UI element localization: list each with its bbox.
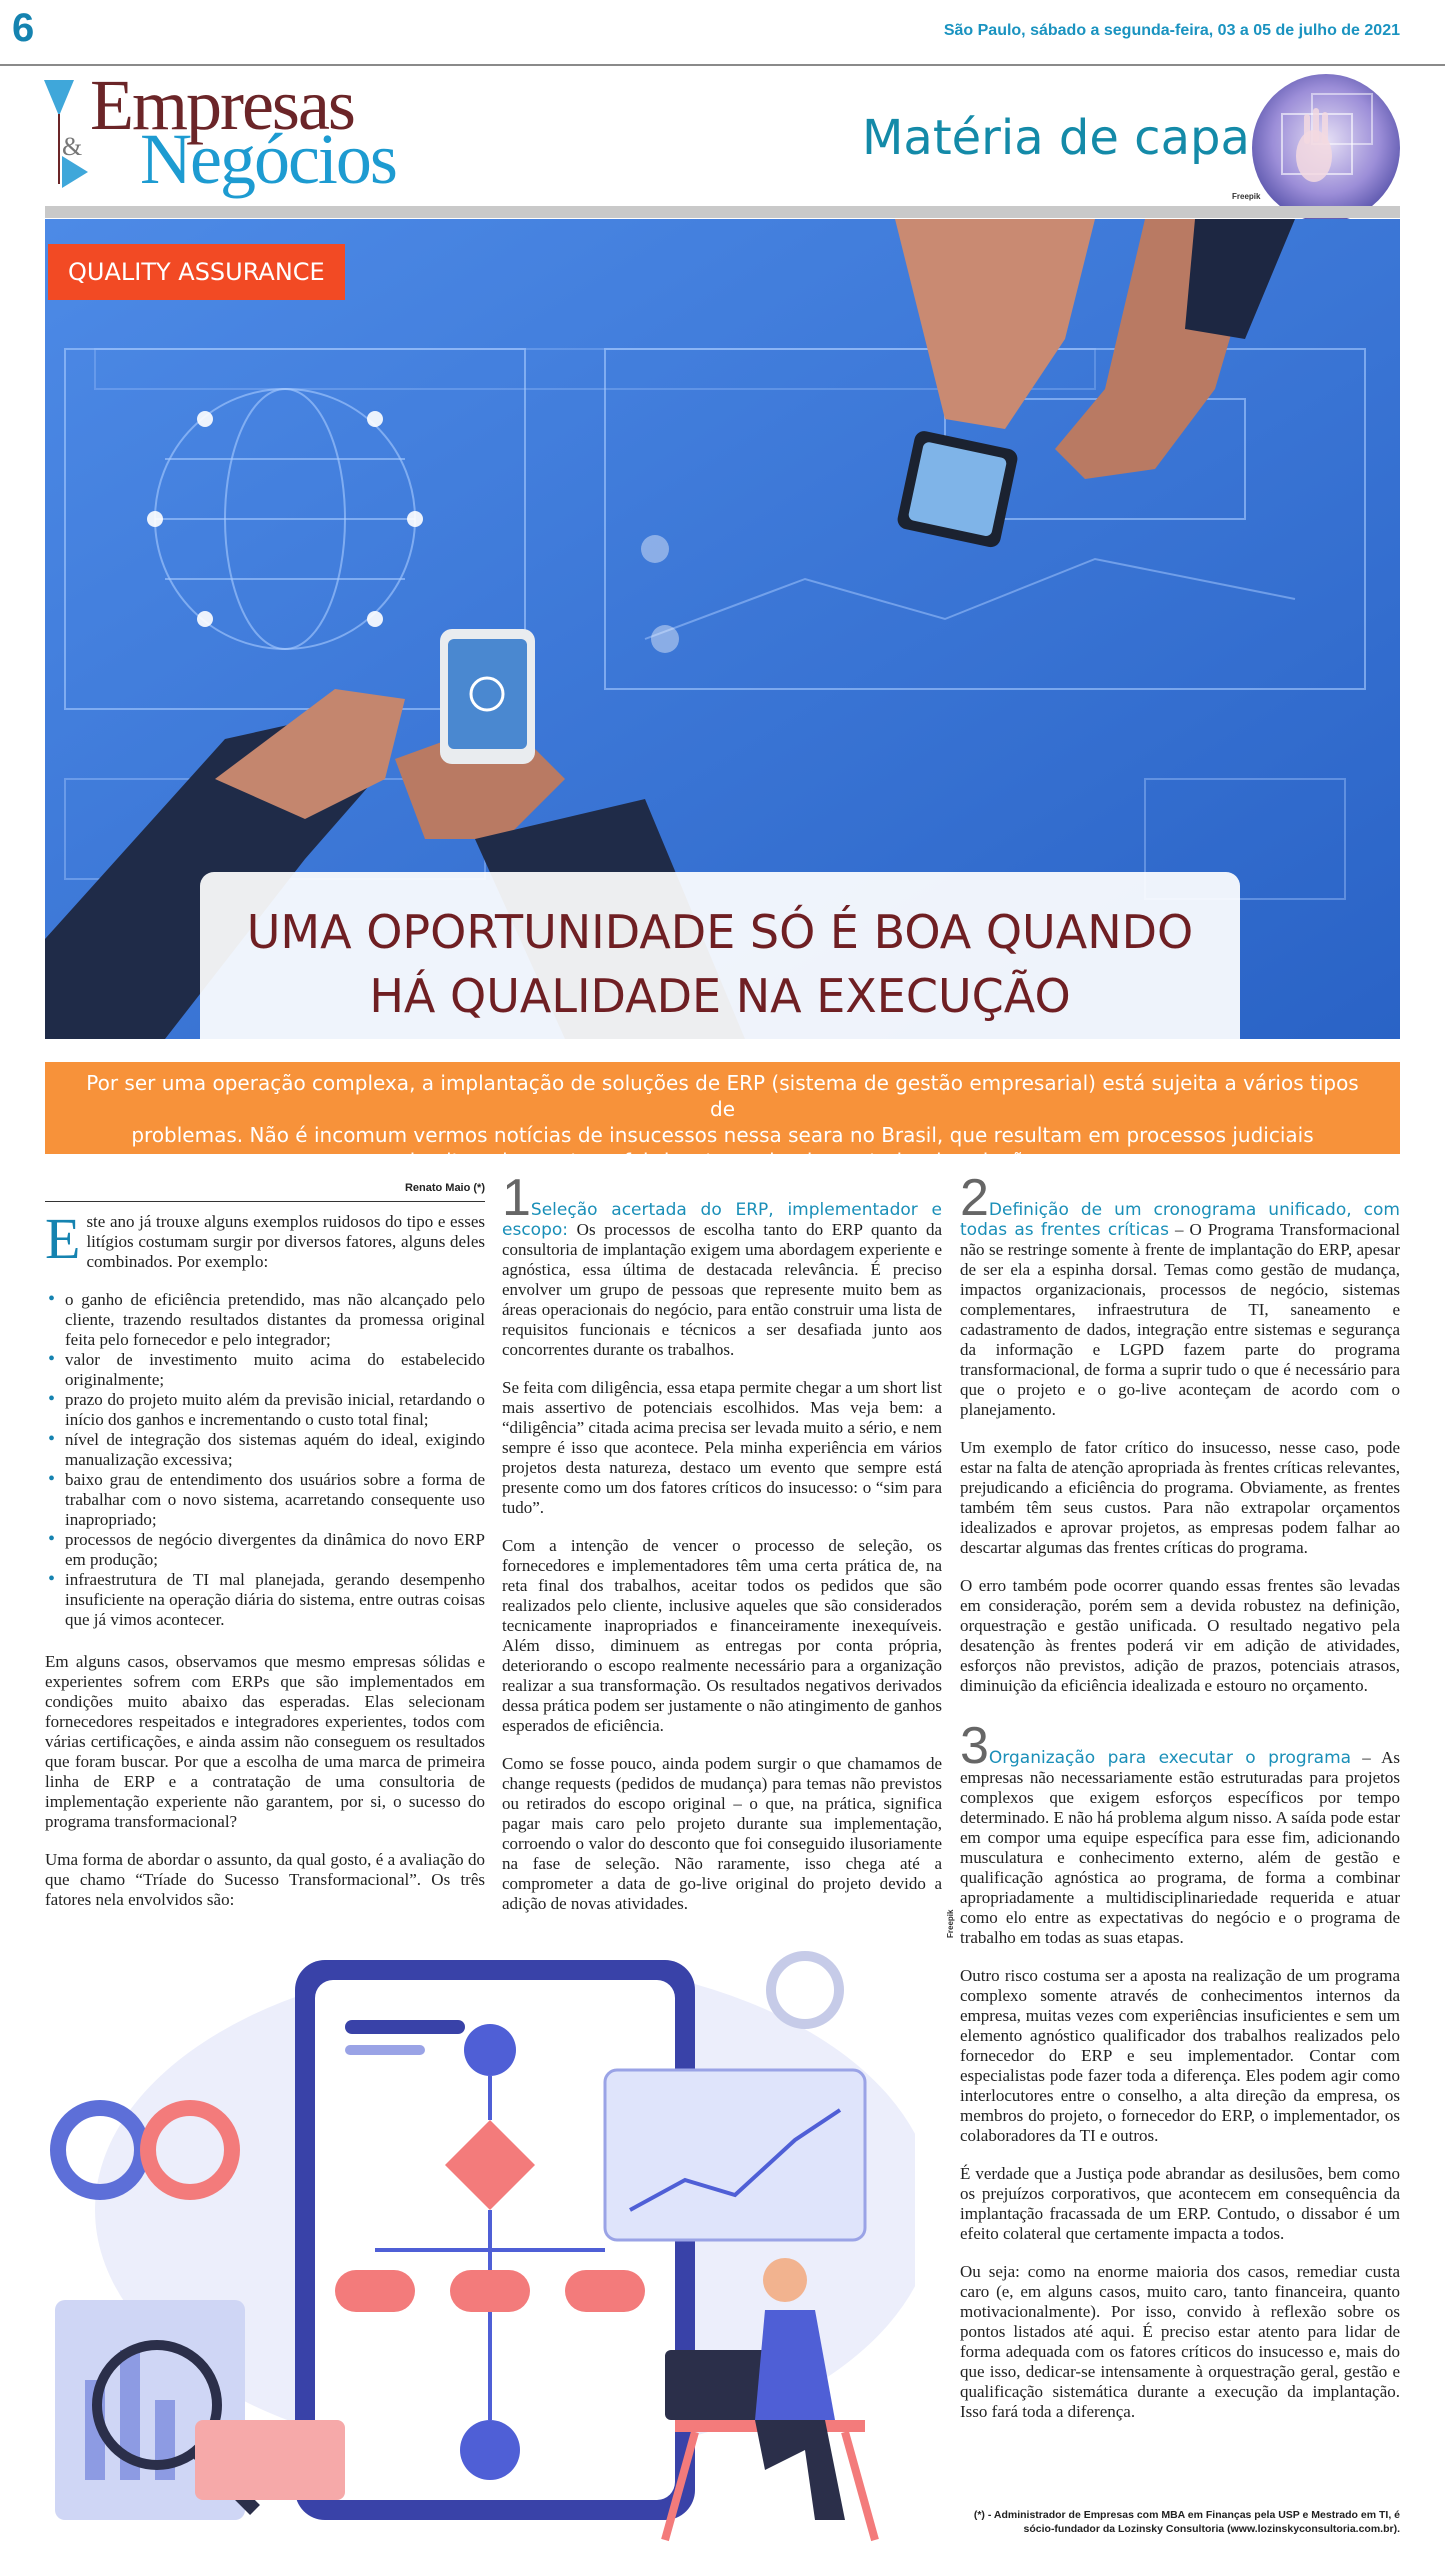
paragraph: Uma forma de abordar o assunto, da qual gosto, é a avaliação do que chamo “Tríade do Sucesso Transformacional”. Os três fatores nela envolvidos são:	[45, 1850, 485, 1909]
article-column-1	[45, 1178, 485, 1928]
headline-line-2: HÁ QUALIDADE NA EXECUÇÃO	[369, 969, 1071, 1023]
flowchart-illustration	[45, 1950, 915, 2550]
list-item: • processos de negócio divergentes da dinâmica do novo ERP em produção;	[45, 1530, 485, 1570]
list-item: • prazo do projeto muito além da previsão inicial, retardando o início dos ganhos e incrementando o custo total final;	[45, 1390, 485, 1430]
drop-cap: E	[45, 1206, 81, 1271]
list-item: • o ganho de eficiência pretendido, mas não alcançado pelo cliente, trazendo resultados distantes da promessa original feita pelo fornecedor e pelo integrador;	[45, 1290, 485, 1350]
deck-line-1: Por ser uma operação complexa, a implantação de soluções de ERP (sistema de gestão empresarial) está sujeita a vários tipos de	[86, 1071, 1359, 1121]
section-heading-3: Organização para executar o programa	[988, 1748, 1352, 1768]
problem-list	[45, 1290, 485, 1630]
header-photo	[1252, 74, 1400, 222]
intro-paragraph: Este ano já trouxe alguns exemplos ruidosos do tipo e esses litígios costumam surgir por diversos fatores, alguns deles combinados. Por exemplo:	[45, 1206, 485, 1271]
list-item: • baixo grau de entendimento dos usuários sobre a forma de trabalhar com o novo sistema, acarretando consequente uso inapropriado;	[45, 1470, 485, 1530]
section-number-3: 3	[960, 1717, 989, 1775]
header-photo-credit: Freepik	[1232, 192, 1261, 201]
paragraph: Com a intenção de vencer o processo de seleção, os fornecedores e implementadores têm uma certa prática de, na reta final dos trabalhos, aceitar todos os pedidos que são realizados pelo cliente, inclusive aqueles que são considerados tecnicamente inapropriados e financeiramente inexequíveis. Além disso, diminuem as entregas por conta própria, deteriorando o escopo realmente necessário para a organização realizar a sua transformação. Os resultados negativos derivados dessa prática podem ser justamente o não atingimento de ganhos esperados de eficiência.	[502, 1536, 942, 1735]
logo-negocios: Negócios	[140, 119, 396, 199]
deck-summary	[45, 1062, 1400, 1173]
headline	[200, 900, 1240, 1028]
page-number: 6	[12, 6, 35, 50]
paragraph: Outro risco costuma ser a aposta na realização de um programa complexo somente através de conhecimentos internos da empresa, muitas vezes com experiências insuficientes e sem um elemento agnóstico qualificador dos trabalhos realizados pelo fornecedor do ERP e seu implementador. Contar com especialistas pode fazer toda a diferença. Eles podem agir como interlocutores entre o conselho, a alta direção da empresa, os membros do projeto, o fornecedor do ERP, o implementador, os colaboradores da TI e outros.	[960, 1966, 1400, 2145]
headline-line-1: UMA OPORTUNIDADE SÓ É BOA QUANDO	[246, 905, 1194, 959]
paragraph: Ou seja: como na enorme maioria dos casos, remediar custa caro (e, em alguns casos, muito caro, tanto financeira, quanto motivacionalmente). Por isso, convido à reflexão sobre os pontos listados até aqui. É preciso estar atento para lidar de forma adequada com os fatores críticos do insucesso e, mais do que isso, dedicar-se intensamente à orquestração geral, gestão e qualificação sistemática durante a execução da implantação. Isso fará toda a diferença.	[960, 2262, 1400, 2421]
list-item: • valor de investimento muito acima do estabelecido originalmente;	[45, 1350, 485, 1390]
paragraph: É verdade que a Justiça pode abrandar as desilusões, bem como os prejuízos corporativos, que acontecem em consequência da implantação fracassada de um ERP. Contudo, o dissabor é um efeito colateral que certamente impacta a todos.	[960, 2164, 1400, 2243]
section-number-1: 1	[502, 1169, 531, 1227]
list-item: • infraestrutura de TI mal planejada, gerando desempenho insuficiente na operação diária do sistema, entre outras coisas que já vimos acontecer.	[45, 1570, 485, 1630]
paragraph: Um exemplo de fator crítico do insucesso, nesse caso, pode estar na falta de atenção apropriada às frentes críticas relevantes, prejudicando a eficiência do programa. Obviamente, as frentes também têm seus custos. Para não extrapolar orçamentos idealizados e aprovar projetos, as empresas podem falhar ao descartar algumas das frentes críticas do programa.	[960, 1438, 1400, 1557]
headline-box	[200, 872, 1240, 1042]
section-1: 1Seleção acertada do ERP, implementador e escopo: Os processos de escolha tanto do ERP quanto da consultoria de implantação exigem uma abordagem experiente e agnóstica, essa última de destacada relevância. É preciso envolver um grupo de pessoas que represente muito bem as áreas operacionais do negócio, para então construir uma lista de requisitos funcionais e técnicos a ser desafiada junto aos concorrentes durante os trabalhos.	[502, 1169, 942, 1359]
illustration-credit: Freepik	[946, 1909, 955, 1938]
section-heading-2: Definição de um cronograma unificado, com todas as frentes críticas	[960, 1200, 1400, 1240]
list-item: • nível de integração dos sistemas aquém do ideal, exigindo manualização excessiva;	[45, 1430, 485, 1470]
logo-ampersand: &	[62, 132, 83, 161]
deck-line-3: de alto valor contra o fabricante e o implementador da solução.	[402, 1149, 1043, 1173]
author-footnote: (*) - Administrador de Empresas com MBA em Finanças pela USP e Mestrado em TI, é sócio-fundador da Lozinsky Consultoria (www.lozinskyconsultoria.com.br).	[973, 2509, 1400, 2535]
section-title: Matéria de capa	[862, 110, 1250, 166]
article-column-3	[960, 1169, 1400, 2440]
section-3: 3Organização para executar o programa – As empresas não necessariamente estão estruturadas para projetos complexos que exigem esforços específicos por tempo determinado. E não há problema algum nisso. A saída pode estar em compor uma equipe específica para esse fim, adicionando musculatura e conhecimento externo, além de gestão e qualificação agnóstica ao programa, de forma a combinar apropriadamente a multidisciplinariedade requerida e atuar como elo entre as expectativas do negócio e o programa de trabalho em todas as suas etapas.	[960, 1717, 1400, 1947]
header-divider-bar	[45, 206, 1400, 218]
section-heading-1: Seleção acertada do ERP, implementador e escopo:	[502, 1200, 942, 1240]
paragraph: Se feita com diligência, essa etapa permite chegar a um short list mais assertivo de potenciais escolhidos. Mas veja bem: a “diligência” citada acima precisa ser levada muito a sério, e nem sempre é isso que acontece. Pela minha experiência em vários projetos desta natureza, destaco um evento que sempre está presente como um dos fatores críticos do insucesso: o “sim para tudo”.	[502, 1378, 942, 1517]
paragraph: Como se fosse pouco, ainda podem surgir o que chamamos de change requests (pedidos de mudança) para temas não previstos ou retirados do escopo original – o que, na prática, significa pagar mais caro pelo projeto durante sua implementação, corroendo o valor do desconto que foi conseguido ilusoriamente na fase de seleção. Não raramente, isso chega até a comprometer a data de go-live original do projeto devido a adição de novas atividades.	[502, 1754, 942, 1913]
section-2: 2Definição de um cronograma unificado, com todas as frentes críticas – O Programa Transformacional não se restringe somente à frente de implantação do ERP, apesar de ser ela a espinha dorsal. Temas como gestão de mudança, impactos organizacionais, processos de negócio, sistemas complementares, infraestrutura de TI, saneamento e cadastramento de dados, integração entre sistemas e segurança da informação e LGPD fazem parte do programa transformacional, de forma a suprir tudo o que é necessário para que o projeto e o go-live aconteçam de acordo com o planejamento.	[960, 1169, 1400, 1419]
paragraph: Em alguns casos, observamos que mesmo empresas sólidas e experientes sofrem com ERPs que são implementados em condições muito abaixo das esperadas. Elas selecionam fornecedores respeitados e integradores experientes, todos com várias certificações, e ainda assim não conseguem os resultados que foram buscar. Por que a escolha de uma marca de primeira linha de ERP e a contratação de uma consultoria de implementação experiente não garantem, por si, o sucesso do programa transformacional?	[45, 1652, 485, 1831]
author-byline: Renato Maio (*)	[45, 1178, 485, 1202]
paragraph: O erro também pode ocorrer quando essas frentes são levadas em consideração, porém sem a devida robustez na definição, orquestração e gestão unificada. O resultado negativo pela desatenção às frentes poderá vir em adição de atividades, esforços não previstos, adição de prazos, potenciais atrasos, diminuição da eficiência idealizada e estouro no orçamento.	[960, 1576, 1400, 1695]
deck-line-2: problemas. Não é incomum vermos notícias de insucessos nessa seara no Brasil, que resultam em processos judiciais	[131, 1123, 1314, 1147]
logo-empresas: Empresas	[90, 65, 354, 145]
dateline: São Paulo, sábado a segunda-feira, 03 a 05 de julho de 2021	[943, 22, 1400, 39]
section-number-2: 2	[960, 1169, 989, 1227]
category-badge: QUALITY ASSURANCE	[48, 244, 345, 300]
article-column-2	[502, 1169, 942, 1932]
